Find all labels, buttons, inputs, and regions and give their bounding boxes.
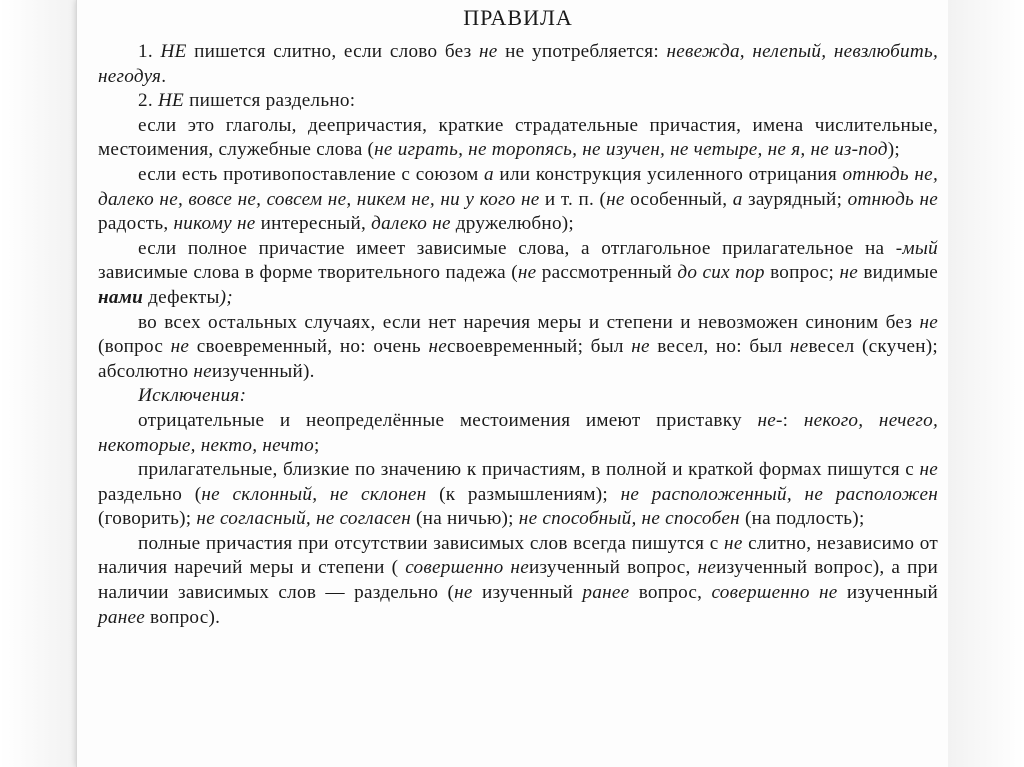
- rule-2: 2. НЕ пишется раздельно:: [138, 90, 356, 112]
- left-margin: [0, 0, 76, 767]
- rule-2-case-4: во всех остальных случаях, если нет наречия меры и степени и невозможен синоним без не (вопрос не своевременный, но: очень несвоевременный; был не весел, но: был невесел (скучен); абсолютно неизученный).: [98, 311, 938, 382]
- page-title: ПРАВИЛА: [463, 5, 573, 30]
- exception-3: полные причастия при отсутствии зависимых слов всегда пишутся с не слитно, независимо от наличия наречий меры и степени ( совершенно неизученный вопрос, неизученный вопрос), а при наличии зависимых слов — раздельно (не изученный ранее вопрос, совершенно не изученный ранее вопрос).: [98, 532, 939, 628]
- document-body: [98, 4, 938, 630]
- exception-1: отрицательные и неопределённые местоимения имеют приставку не-: некого, нечего, некоторые, некто, нечто;: [98, 409, 938, 456]
- rule-2-case-1: если это глаголы, деепричастия, краткие страдательные причастия, имена числительные, местоимения, служебные слова (не играть, не торопясь, не изучен, не четыре, не я, не из-под);: [98, 114, 938, 161]
- exception-2: прилагательные, близкие по значению к причастиям, в полной и краткой формах пишутся с не раздельно (не склонный, не склонен (к размышлениям); не расположенный, не расположен (говорить); не согласный, не согласен (на ничью); не способный, не способен (на подлость);: [98, 459, 938, 530]
- rule-2-case-2: если есть противопоставление с союзом а или конструкция усиленного отрицания отнюдь не, далеко не, вовсе не, совсем не, никем не, ни у кого не и т. п. (не особенный, а заурядный; отнюдь не радость, никому не интересный, далеко не дружелюбно);: [98, 163, 938, 235]
- exceptions-heading: Исключения:: [138, 385, 247, 407]
- right-margin: [948, 0, 1024, 767]
- rule-2-case-3: если полное причастие имеет зависимые слова, а отглагольное прилагательное на -мый зависимые слова в форме творительного падежа (не рассмотренный до сих пор вопрос; не видимые нами дефекты);: [98, 237, 939, 308]
- rule-1: 1. НЕ пишется слитно, если слово без не не употребляется: невежда, нелепый, невзлюбить, негодуя.: [98, 41, 938, 87]
